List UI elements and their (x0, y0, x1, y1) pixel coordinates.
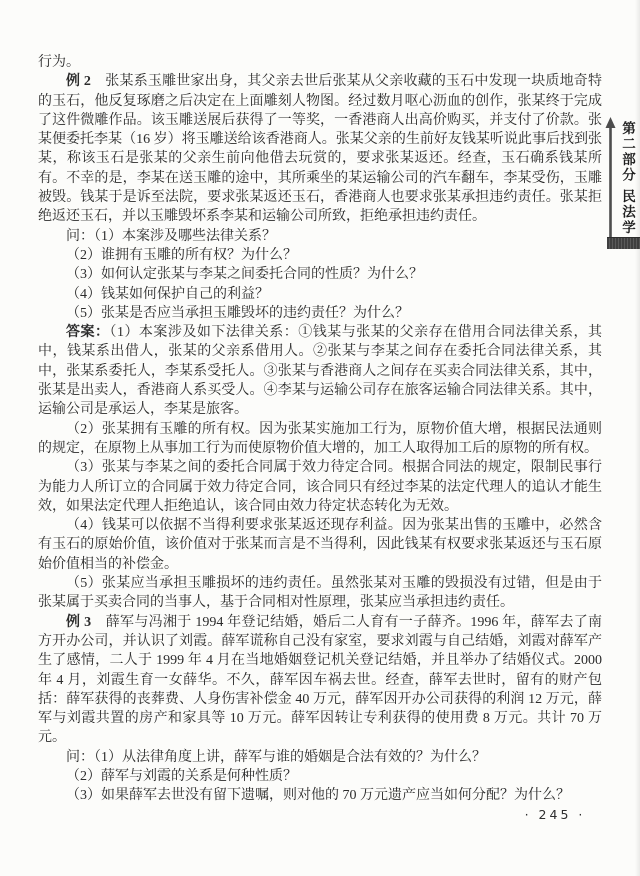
paragraph-text: （3）张某与李某之间的委托合同属于效力待定合同。根据合同法的规定，限制民事行为能力人所订立的合同属于效力待定合同，该合同只有经过李某的法定代理人的追认才能生效，如果法定代理人拒绝追认，该合同由效力待定状态转化为无效。 (38, 460, 602, 514)
paragraph-text: 行为。 (38, 55, 80, 70)
paragraph-text: 张某系玉雕世家出身，其父亲去世后张某从父亲收藏的玉石中发现一块质地奇特的玉石，他反复琢磨之后决定在上面雕刻人物图。经过数月呕心沥血的创作，张某终于完成了这件微雕作品。该玉雕送展后获得了一等奖，一香港商人出高价购买，并支付了价款。张某便委托李某（16 岁）将玉雕送给该香港商人。张某父亲的生前好友钱某听说此事后找到张某，称该玉石是张某的父亲生前向他借去玩赏的，要求张某返还。经查，玉石确系钱某所有。不幸的是，李某在送玉雕的途中，其所乘坐的某运输公司的汽车翻车，李某受伤，玉雕被毁。钱某于是诉至法院，要求张某返还玉石，香港商人也要求张某承担违约责任。张某拒绝返还玉石，并以玉雕毁坏系李某和运输公司所致，拒绝承担违约责任。 (38, 74, 603, 225)
paragraph (38, 574, 602, 613)
section-part-label: 第二部分 (619, 121, 635, 183)
paragraph (38, 265, 602, 284)
paragraph-text: （2）谁拥有玉雕的所有权？为什么？ (66, 247, 297, 263)
paragraph-text: （4）钱某可以依据不当得利要求张某返还现存利益。因为张某出售的玉雕中，必然含有玉石的原始价值，该价值对于张某而言是不当得利，因此钱某有权要求张某返还与玉石原始价值相当的补偿金。 (38, 518, 602, 572)
paragraph (38, 285, 602, 304)
paragraph (38, 420, 602, 459)
paragraph (38, 227, 602, 246)
paragraph (38, 72, 602, 226)
paragraph (38, 53, 602, 72)
section-tab-labels (617, 121, 637, 236)
page-number: · 245 · (524, 807, 586, 822)
paragraph-lead: 例 2 (66, 74, 91, 90)
paragraph-text: （2）薛军与刘霞的关系是何种性质？ (66, 768, 297, 784)
paragraph-text: 问：（1）从法律角度上讲，薛军与谁的婚姻是合法有效的？为什么？ (66, 749, 486, 765)
paragraph-text: （3）如果薛军去世没有留下遗嘱，则对他的 70 万元遗产应当如何分配？为什么？ (66, 788, 570, 804)
paragraph (38, 767, 602, 786)
paragraph (38, 304, 602, 323)
section-side-tab (602, 112, 640, 254)
paragraph-text: （1）本案涉及如下法律关系：①钱某与张某的父亲存在借用合同法律关系，其中，钱某系出借人，张某的父亲系借用人。②张某与李某之间存在委托合同法律关系，其中，张某系委托人，李某系受托人。③张某与香港商人之间存在买卖合同法律关系，其中，张某是出卖人，香港商人系买受人。④李某与运输公司存在旅客运输合同法律关系。其中，运输公司是承运人，李某是旅客。 (38, 325, 603, 418)
paragraph (38, 323, 602, 419)
paragraph (38, 786, 602, 805)
paragraph-text: 问：（1）本案涉及哪些法律关系？ (66, 228, 276, 244)
paragraph-text: （5）张某是否应当承担玉雕毁坏的违约责任？为什么？ (66, 305, 409, 321)
paragraph-text: （4）钱某如何保护自己的利益？ (66, 286, 269, 302)
paragraph-lead: 例 3 (66, 614, 92, 630)
paragraph-text: （2）张某拥有玉雕的所有权。因为张某实施加工行为，原物价值大增，根据民法通则的规定，在原物上从事加工行为而使原物价值大增的，加工人取得加工后的原物的所有权。 (38, 421, 602, 456)
paragraph-text: 薛军与冯湘于 1994 年登记结婚，婚后二人育有一子薛齐。1996 年，薛军去了南方开办公司，并认识了刘霞。薛军谎称自己没有家室，要求刘霞与自己结婚，刘霞对薛军产生了感情，二人于 1999 年 4 月在当地婚姻登记机关登记结婚，并且举办了结婚仪式。2000 年 4 月，刘霞生育一女薛华。不久，薛军因车祸去世。经查，薛军去世时，留有的财产包括：薛军获得的丧葬费、人身伤害补偿金 40 万元，薛军因开办公司获得的利润 12 万元，薛军与刘霞共置的房产和家具等 10 万元。薛军因转让专利获得的使用费 8 万元。共计 70 万元。 (38, 614, 603, 746)
paragraph-lead: 答案： (66, 325, 110, 341)
paragraph (38, 458, 602, 516)
paragraph-text: （3）如何认定张某与李某之间委托合同的性质？为什么？ (66, 267, 423, 283)
section-tab-ink-block (607, 237, 640, 249)
paragraph (38, 246, 602, 265)
page-body-text (38, 53, 602, 806)
arrow-up-icon (605, 117, 616, 239)
paragraph (38, 748, 602, 767)
section-subject-label: 民法学 (619, 189, 635, 236)
paragraph (38, 516, 602, 574)
paragraph-text: （5）张某应当承担玉雕损坏的违约责任。虽然张某对玉雕的毁损没有过错，但是由于张某属于买卖合同的当事人，基于合同相对性原理，张某应当承担违约责任。 (38, 576, 602, 611)
paragraph (38, 613, 602, 748)
